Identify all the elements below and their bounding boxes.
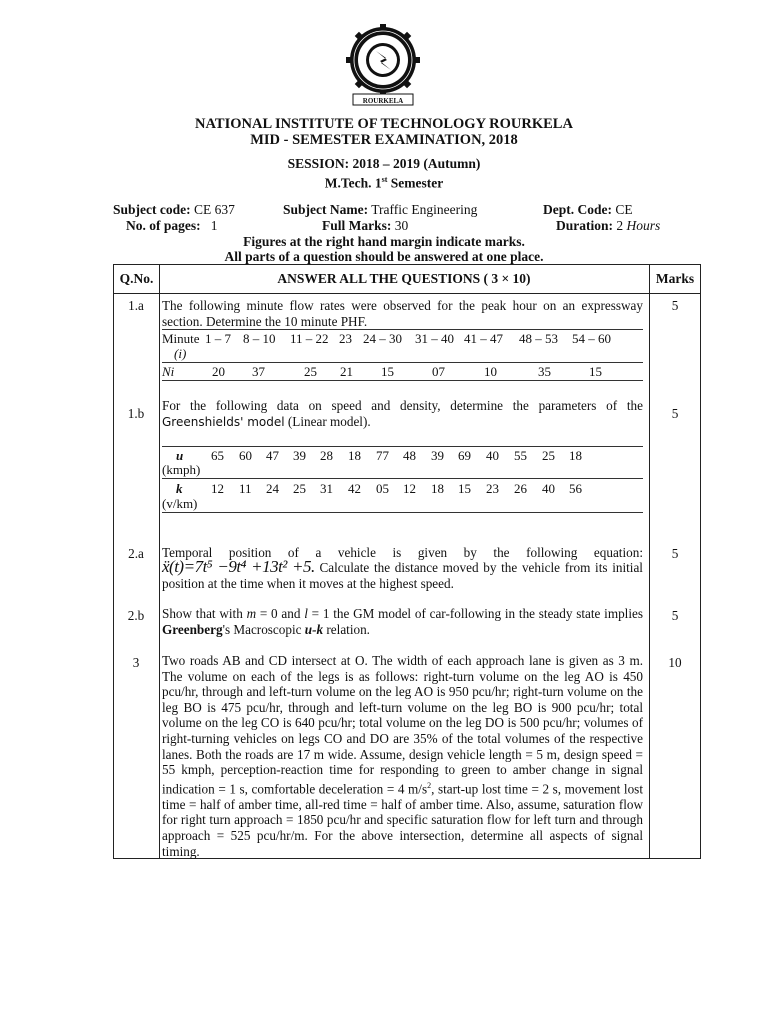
q1b-u-value-10: 40 <box>486 448 499 463</box>
q1a-flow-6: 10 <box>484 364 497 379</box>
q1a-marks: 5 <box>671 298 679 313</box>
q1b-k-value-6: 05 <box>376 481 389 496</box>
q1b-u-value-1: 60 <box>239 448 252 463</box>
q1b-u-value-8: 39 <box>431 448 444 463</box>
q1a-interval-1: 8 – 10 <box>243 331 276 346</box>
institute-name: NATIONAL INSTITUTE OF TECHNOLOGY ROURKELA <box>195 116 573 132</box>
q1a-interval-3: 23 <box>339 331 352 346</box>
q1b-k-value-4: 31 <box>320 481 333 496</box>
q1a-flow-2: 25 <box>304 364 317 379</box>
q1b-k-value-12: 40 <box>542 481 555 496</box>
exam-title: MID - SEMESTER EXAMINATION, 2018 <box>250 132 518 148</box>
q1a-interval-0: 1 – 7 <box>205 331 231 346</box>
q1b-u-value-0: 65 <box>211 448 224 463</box>
q2b-number: 2.b <box>127 608 145 623</box>
q1a-flow-0: 20 <box>212 364 225 379</box>
q1b-k-value-7: 12 <box>403 481 416 496</box>
q1a-text: The following minute flow rates were observed for the peak hour on an expressway section. Determine the 10 minute PHF. <box>162 298 643 329</box>
q2a-text-line1: Temporal position of a vehicle is given by the following equation: <box>162 545 643 560</box>
q1b-u-value-12: 25 <box>542 448 555 463</box>
q1a-flow-3: 21 <box>340 364 353 379</box>
q1b-text: For the following data on speed and density, determine the parameters of the Greenshields' model (Linear model). <box>162 398 643 429</box>
q1b-k-value-0: 12 <box>211 481 224 496</box>
q1b-k-unit: (v/km) <box>162 496 198 511</box>
q1a-ni-label: Ni <box>162 364 175 379</box>
header-marks: Marks <box>655 271 695 286</box>
subject-code: Subject code: CE 637 <box>113 202 235 217</box>
q1b-u-label: u <box>176 448 184 463</box>
q1a-interval-8: 54 – 60 <box>572 331 611 346</box>
q1b-k-value-5: 42 <box>348 481 361 496</box>
q1b-k-value-10: 23 <box>486 481 499 496</box>
header-title: ANSWER ALL THE QUESTIONS ( 3 × 10) <box>277 271 531 286</box>
q1b-u-value-2: 47 <box>266 448 279 463</box>
q1b-u-value-7: 48 <box>403 448 416 463</box>
q1a-interval-5: 31 – 40 <box>415 331 454 346</box>
q1a-number: 1.a <box>128 298 144 313</box>
note-answer: All parts of a question should be answered at one place. <box>224 249 544 264</box>
q1b-u-value-13: 18 <box>569 448 582 463</box>
q1b-u-value-9: 69 <box>458 448 471 463</box>
q1a-interval-2: 11 – 22 <box>290 331 329 346</box>
q2a-formula: ẍ(t)=7t⁵ −9t⁴ +13t² +5. <box>162 557 315 576</box>
institute-logo <box>345 24 421 106</box>
q1a-interval-4: 24 – 30 <box>363 331 402 346</box>
q2b-text: Show that with m = 0 and l = 1 the GM model of car-following in the steady state implies Greenberg's Macroscopic u-k relation. <box>162 606 643 637</box>
q1b-k-value-11: 26 <box>514 481 527 496</box>
q1a-minute-sub: (i) <box>174 346 187 361</box>
q1a-flow-8: 15 <box>589 364 602 379</box>
duration: Duration: 2 Hours <box>556 218 661 233</box>
q2b-marks: 5 <box>671 608 679 623</box>
session: SESSION: 2018 – 2019 (Autumn) <box>287 156 481 171</box>
q3-text: Two roads AB and CD intersect at O. The width of each approach lane is given as 3 m. The volume on each of the legs is as follows: right-turn volume on the leg AO is 450 pcu/hr, through and left-turn volume on the leg AO is 950 pcu/hr; right-turn volume on the leg BO is 475 pcu/hr, through and left-turn volume on the leg BO is 900 pcu/hr; total volume on the leg CO is 640 pcu/hr; total volume on the leg DO is 500 pcu/hr; volumes of right-turning vehicles on legs CO and DO are 35% of the total volumes of the respective lanes. Both the roads are 17 m wide. Assume, design vehicle length = 5 m, design speed = 55 kmph, perception-reaction time for responding to green to amber change in signal indication = 1 s, comfortable deceleration = 4 $m/s^2$, start-up lost time = 2 s, movement lost time = half of amber time, all-red time = half of amber time. Also, assume, saturation flow for right turn approach = 1850 pcu/hr and specific saturation flow for left turn and through approach = 525 pcu/hr/m. For the above intersection, determine all aspects of signal timing. <box>162 653 643 859</box>
q1b-k-value-2: 24 <box>266 481 279 496</box>
dept-code: Dept. Code: CE <box>543 202 633 217</box>
q1a-flow-5: 07 <box>432 364 445 379</box>
q1b-k-value-8: 18 <box>431 481 444 496</box>
q1b-k-value-3: 25 <box>293 481 306 496</box>
q2a-marks: 5 <box>671 546 679 561</box>
q3-marks: 10 <box>668 655 682 670</box>
q1b-k-value-1: 11 <box>239 481 252 496</box>
note-marks: Figures at the right hand margin indicate marks. <box>243 234 525 249</box>
q1b-u-value-11: 55 <box>514 448 527 463</box>
q1b-k-value-13: 56 <box>569 481 582 496</box>
q1a-minute-label: Minute <box>162 331 200 346</box>
q2a-text: ẍ(t)=7t⁵ −9t⁴ +13t² +5. Calculate the distance moved by the vehicle from its initial position at the time when it moves at the highest speed. <box>162 557 643 591</box>
q3-number: 3 <box>132 655 140 670</box>
full-marks: Full Marks: 30 <box>322 218 409 233</box>
q1a-flow-7: 35 <box>538 364 551 379</box>
q1a-flow-4: 15 <box>381 364 394 379</box>
semester: M.Tech. 1st Semester <box>324 175 444 191</box>
q1a-flow-1: 37 <box>252 364 265 379</box>
q1b-number: 1.b <box>127 406 145 421</box>
q2a-number: 2.a <box>128 546 144 561</box>
no-of-pages: No. of pages: 1 <box>126 218 218 233</box>
q1a-interval-7: 48 – 53 <box>519 331 558 346</box>
q1b-marks: 5 <box>671 406 679 421</box>
q1a-interval-6: 41 – 47 <box>464 331 503 346</box>
header-qno: Q.No. <box>119 271 154 286</box>
q1b-u-value-3: 39 <box>293 448 306 463</box>
q1b-u-value-6: 77 <box>376 448 389 463</box>
subject-name: Subject Name: Traffic Engineering <box>283 202 478 217</box>
q1b-u-value-5: 18 <box>348 448 361 463</box>
logo-banner: ROURKELA <box>362 97 404 105</box>
q1b-u-unit: (kmph) <box>162 462 201 477</box>
q1b-k-value-9: 15 <box>458 481 471 496</box>
q1b-u-value-4: 28 <box>320 448 333 463</box>
q1b-k-label: k <box>176 481 183 496</box>
